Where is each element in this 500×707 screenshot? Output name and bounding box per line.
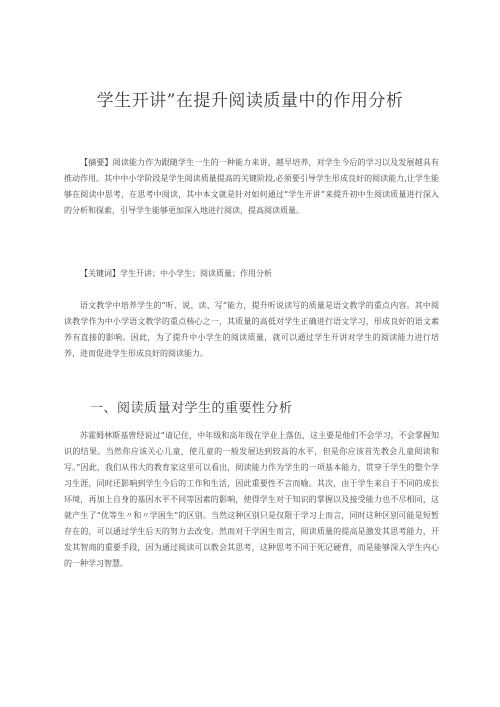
abstract-label: 【摘要】 xyxy=(80,158,113,167)
intro-paragraph: 语文教学中培养学生的“听、说、读、写”能力，提升听说读写的质量是语文教学的重点内容。其中阅读教学作为中小学语文教学的重点核心之一，其质量的高低对学生正确进行语文学习，形成良好的语文素养有直接的影响。因此，为了提升中小学生的阅读质量，就可以通过学生开讲对学生的阅读能力进行培养，进而促进学生形成良好的阅读能力。 xyxy=(64,301,439,358)
document-title: 学生开讲”在提升阅读质量中的作用分析 xyxy=(96,91,404,111)
abstract-paragraph xyxy=(64,155,439,219)
abstract-text: 阅读能力作为跟随学生一生的一种能力来讲，越早培养，对学生今后的学习以及发展越具有推动作用。其中中小学阶段是学生阅读质量提高的关键阶段,必须要引导学生形成良好的阅读能力,让学生能够在阅读中思考，在思考中阅读，其中本文就是针对如何通过“学生开讲”来提升初中生阅读质量进行深入的分析和探索，引导学生能够更加深入地进行阅读，提高阅读质量。 xyxy=(64,158,440,215)
keywords-label: 【关键词】 xyxy=(80,269,120,278)
keywords-paragraph xyxy=(64,266,439,282)
section-body-paragraph: 苏霍姆林斯基曾经说过“请记住，中年级和高年级在学业上落伍，这主要是他们不会学习，不会掌握知识的结果。当然你应该关心儿童，使儿童的一般发展达到较高的水平，但是你应该首先教会儿童阅读和写。”因此，我们从伟大的教育家这里可以看出，阅读能力作为学生的一项基本能力，贯穿于学生的整个学习生涯，同时还影响到学生今后的工作和生活，因此重要性不言而喻。其次，由于学生来自于不同的成长环境，再加上自身的基因水平不同等因素的影响，使得学生对于知识的掌握以及接受能力也不尽相同，这就产生了“优等生〃和〃学困生”的区别。当然这种区别只是仅限于学习上而言，同时这种区别可能是短暂存在的，可以通过学生后天的努力去改变。然而对于学困生而言，阅读质量的提高是激发其思考能力，开发其智商的重要手段，因为通过阅读可以教会其思考，这种思考不同于死记硬背，而是能够深入学生内心的一种学习智慧。 xyxy=(64,431,439,568)
section-heading: 一、阅读质量对学生的重要性分析 xyxy=(90,401,293,416)
keywords-text: 学生开讲；中小学生；阅读质量；作用分析 xyxy=(120,269,272,278)
